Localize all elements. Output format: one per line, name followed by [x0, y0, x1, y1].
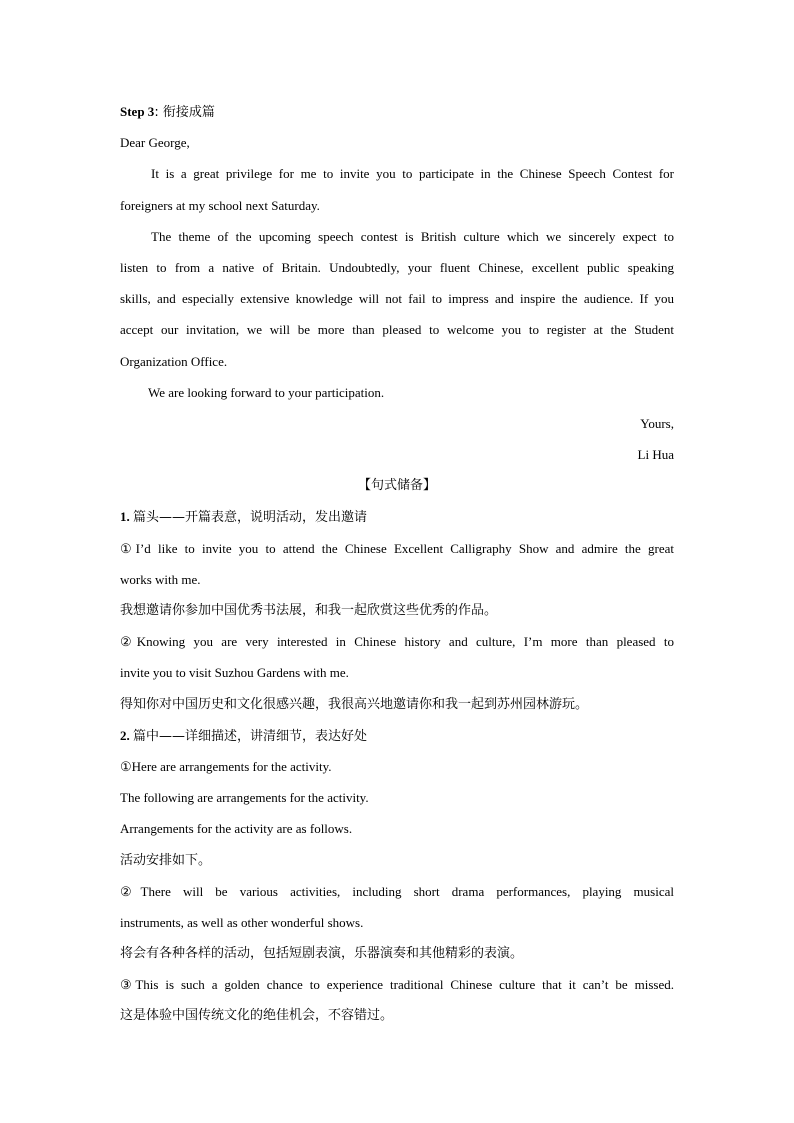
section-2-title: 篇中——详细描述，讲清细节，表达好处	[133, 728, 368, 744]
section-2-item-2-zh: 将会有各种各样的活动，包括短剧表演，乐器演奏和其他精彩的表演。	[120, 946, 524, 962]
section-1-item-2-zh: 得知你对中国历史和文化很感兴趣，我很高兴地邀请你和我一起到苏州园林游玩。	[120, 696, 589, 712]
section-2-item-1-en-line-2: The following are arrangements for the activity.	[120, 790, 369, 806]
letter-paragraph-2-line-5: Organization Office.	[120, 353, 228, 369]
letter-signature: Li Hua	[637, 447, 674, 463]
step-label: Step 3	[120, 104, 155, 119]
section-2-item-1-en-line-3: Arrangements for the activity are as follows.	[120, 821, 353, 837]
section-2-item-1-en-line-1: ①Here are arrangements for the activity.	[120, 758, 332, 774]
section-1-item-2-en-line-1: ②Knowing you are very interested in Chinese history and culture, I’m more than pleased to	[120, 634, 674, 650]
letter-closing: Yours,	[640, 415, 674, 431]
letter-paragraph-2-line-1: The theme of the upcoming speech contest is British culture which we sincerely expect to	[151, 228, 674, 244]
letter-paragraph-2-line-3: skills, and especially extensive knowledge will not fail to impress and inspire the audience. If you	[120, 291, 674, 307]
letter-paragraph-2-line-2: listen to from a native of Britain. Undoubtedly, your fluent Chinese, excellent public speaking	[120, 259, 674, 275]
letter-paragraph-1-line-2: foreigners at my school next Saturday.	[120, 197, 320, 213]
step-title: : 衔接成篇	[154, 105, 215, 120]
section-1-heading	[120, 501, 674, 532]
section-1-item-1-zh: 我想邀请你参加中国优秀书法展，和我一起欣赏这些优秀的作品。	[120, 603, 498, 618]
section-2-item-3-en: ③This is such a golden chance to experience traditional Chinese culture that it can’t be missed.	[120, 977, 674, 993]
section-1-number: 1.	[120, 509, 130, 525]
section-2-heading	[120, 720, 674, 751]
section-1-item-2-en-line-2: invite you to visit Suzhou Gardens with me.	[120, 665, 349, 681]
letter-paragraph-3: We are looking forward to your participation.	[148, 384, 385, 400]
document-page	[120, 96, 674, 1032]
section-2-item-2-en-line-1: ②There will be various activities, including short drama performances, playing musical	[120, 883, 674, 899]
section-2-item-3-zh: 这是体验中国传统文化的绝佳机会，不容错过。	[120, 1008, 394, 1024]
section-2-item-2-en-line-2: instruments, as well as other wonderful shows.	[120, 914, 364, 930]
section-2-item-1-zh: 活动安排如下。	[120, 852, 212, 868]
letter-paragraph-1-line-1: It is a great privilege for me to invite you to participate in the Chinese Speech Contest for	[151, 166, 674, 182]
letter-paragraph-2-line-4: accept our invitation, we will be more than pleased to welcome you to register at the Student	[120, 322, 674, 338]
step-heading	[120, 96, 674, 127]
section-1-item-1-en-line-1: ①I’d like to invite you to attend the Chinese Excellent Calligraphy Show and admire the great	[120, 540, 674, 556]
letter-greeting: Dear George,	[120, 135, 190, 151]
section-1-item-1-en-line-2: works with me.	[120, 571, 201, 587]
section-1-title: 篇头——开篇表意，说明活动，发出邀请	[133, 510, 368, 526]
patterns-heading: 【句式储备】	[357, 478, 436, 494]
section-2-number: 2.	[120, 727, 130, 743]
